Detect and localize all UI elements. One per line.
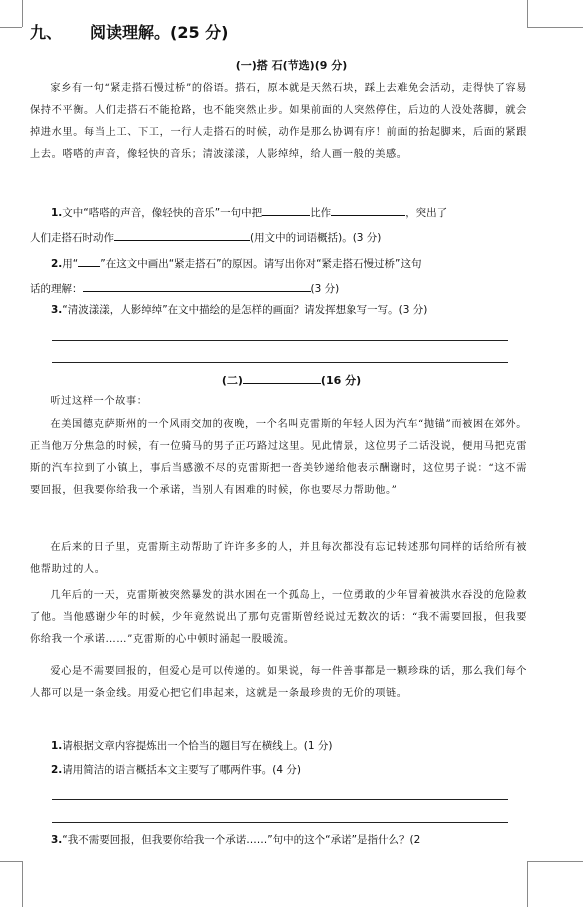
question-text: 话的理解： — [30, 283, 83, 295]
question-text: 人们走搭石时动作 — [30, 232, 114, 244]
question-text: (用文中的词语概括)。(3 分) — [250, 232, 382, 244]
part2-title-suffix: (16 分) — [320, 374, 362, 387]
story-paragraph: 在后来的日子里，克雷斯主动帮助了许许多多的人，并且每次都没有忘记转述那句同样的话给所有被他帮助过的人。 — [30, 542, 527, 575]
question-text: (3 分) — [310, 283, 340, 295]
answer-line[interactable] — [52, 822, 508, 823]
crop-mark-bottom-left-v — [22, 861, 23, 907]
story-paragraph: 爱心是不需要回报的，但爱心是可以传递的。如果说，每一件善事都是一颗珍珠的话，那么我们每个人都可以是一条金线。用爱心把它们串起来，这就是一条最珍贵的无价的项链。 — [30, 666, 527, 699]
question-number: 1. — [51, 207, 63, 219]
question-number: 2. — [51, 258, 63, 270]
section-number: 九、 — [30, 23, 63, 42]
part1-question-1 — [30, 201, 530, 251]
question-text: 比作 — [310, 207, 332, 219]
question-text: 用“ — [62, 258, 79, 270]
answer-line[interactable] — [52, 340, 508, 341]
question-text: “我不需要回报，但我要你给我一个承诺……”句中的这个“承诺”是指什么？(2 — [62, 834, 421, 846]
question-number: 3. — [51, 304, 63, 316]
story-paragraph: 听过这样一个故事： — [50, 396, 148, 407]
answer-blank[interactable] — [83, 279, 311, 292]
part1-question-2 — [30, 252, 530, 302]
crop-mark-top-right-h — [527, 27, 583, 28]
question-text: “清波漾漾，人影绰绰”在文中描绘的是怎样的画面？请发挥想象写一写。(3 分) — [62, 304, 428, 316]
answer-blank[interactable] — [331, 203, 405, 216]
crop-mark-top-left-v — [22, 0, 23, 27]
title-blank[interactable] — [243, 371, 321, 384]
crop-mark-bottom-right-v — [527, 861, 528, 907]
answer-line[interactable] — [52, 799, 508, 800]
question-text: ，突出了 — [405, 207, 448, 219]
part2-title-prefix: (二) — [221, 374, 243, 387]
section-title: 阅读理解。(25 分) — [90, 23, 229, 42]
crop-mark-bottom-left-h — [0, 861, 22, 862]
question-number: 2. — [51, 764, 63, 776]
answer-blank[interactable] — [78, 254, 100, 267]
question-text: 请根据文章内容提炼出一个恰当的题目写在横线上。(1 分) — [62, 740, 333, 752]
question-number: 3. — [51, 834, 63, 846]
part2-question-1 — [30, 734, 530, 759]
question-text: ”在这文中画出“紧走搭石”的原因。请写出你对“紧走搭石慢过桥”这句 — [100, 258, 422, 270]
section-heading — [30, 20, 228, 43]
crop-mark-bottom-right-h — [527, 861, 583, 862]
part2-question-3 — [30, 828, 528, 853]
part1-title: (一)搭 石(节选)(9 分) — [235, 59, 348, 72]
part1-question-3 — [30, 298, 530, 323]
question-text: 文中“嗒嗒的声音，像轻快的音乐”一句中把 — [62, 207, 263, 219]
answer-blank[interactable] — [114, 228, 250, 241]
story-paragraph: 在美国德克萨斯州的一个风雨交加的夜晚，一个名叫克雷斯的年轻人因为汽车“抛锚”而被困在郊外。正当他万分焦急的时候，有一位骑马的男子正巧路过这里。见此情景，这位男子二话没说，便用马把克雷斯的汽车拉到了小镇上，事后当感激不尽的克雷斯把一沓美钞递给他表示酬谢时，这位男子说：“这不需要回报，但我要你给我一个承诺，当别人有困难的时候，你也要尽力帮助他。” — [30, 419, 527, 496]
question-text: 请用简洁的语言概括本文主要写了哪两件事。(4 分) — [62, 764, 302, 776]
part2-question-2 — [30, 758, 530, 783]
part2-title — [0, 371, 583, 388]
crop-mark-top-right-v — [527, 0, 528, 27]
crop-mark-top-left-h — [0, 27, 22, 28]
answer-line[interactable] — [52, 362, 508, 363]
story-paragraph: 几年后的一天，克雷斯被突然暴发的洪水困在一个孤岛上，一位勇敢的少年冒着被洪水吞没的危险救了他。当他感谢少年的时候，少年竟然说出了那句克雷斯曾经说过无数次的话：“我不需要回报，但我要你给我一个承诺……”克雷斯的心中顿时涌起一股暖流。 — [30, 590, 527, 645]
part1-passage: 家乡有一句“紧走搭石慢过桥”的俗语。搭石，原本就是天然石块，踩上去难免会活动，走得快了容易保持不平衡。人们走搭石不能抢路，也不能突然止步。如果前面的人突然停住，后边的人没处落脚，就会掉进水里。每当上工、下工，一行人走搭石的时候，动作是那么协调有序！前面的抬起脚来，后面的紧跟上去。嗒嗒的声音，像轻快的音乐；清波漾漾，人影绰绰，给人画一般的美感。 — [30, 83, 527, 160]
question-number: 1. — [51, 740, 63, 752]
answer-blank[interactable] — [262, 203, 310, 216]
